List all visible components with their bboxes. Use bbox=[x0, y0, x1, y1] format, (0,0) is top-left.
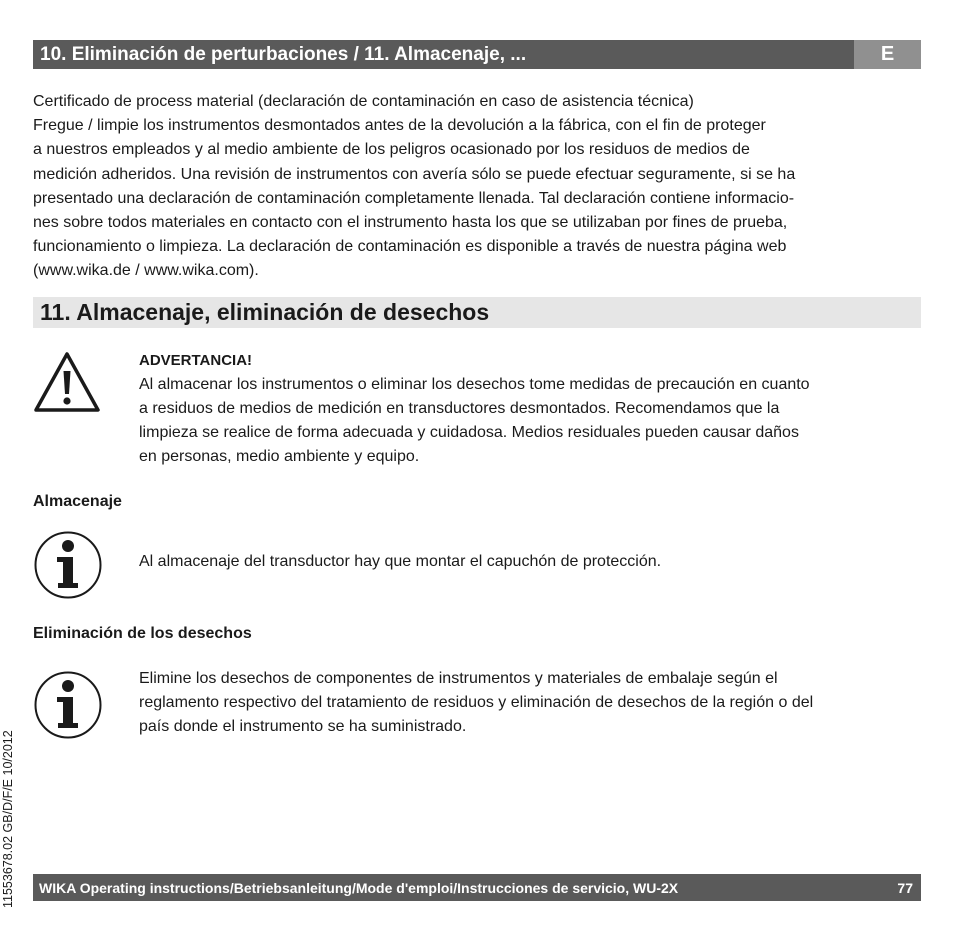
disposal-line: Elimine los desechos de componentes de instrumentos y materiales de embalaje según el bbox=[139, 670, 778, 687]
storage-text bbox=[139, 550, 929, 574]
intro-line: Certificado de process material (declaración de contaminación en caso de asistencia técnica) bbox=[33, 93, 694, 110]
intro-line: a nuestros empleados y al medio ambiente de los peligros ocasionado por los residuos de medios de bbox=[33, 141, 750, 159]
header-title: 10. Eliminación de perturbaciones / 11. Almacenaje, ... bbox=[40, 43, 527, 65]
warning-line: en personas, medio ambiente y equipo. bbox=[139, 448, 420, 465]
storage-heading: Almacenaje bbox=[33, 493, 122, 510]
warning-line: Al almacenar los instrumentos o eliminar los desechos tome medidas de precaución en cuanto bbox=[139, 376, 810, 393]
intro-line: presentado una declaración de contaminación completamente llenada. Tal declaración contiene informacio- bbox=[33, 189, 795, 207]
disposal-line: país donde el instrumento se ha suministrado. bbox=[139, 718, 467, 735]
intro-line: nes sobre todos materiales en contacto con el instrumento hasta los que se utilizaban por fines de prueba, bbox=[33, 214, 788, 232]
info-icon bbox=[33, 670, 103, 740]
info-icon bbox=[33, 530, 103, 600]
footer-text: WIKA Operating instructions/Betriebsanleitung/Mode d'emploi/Instrucciones de servicio, WU-2X bbox=[39, 879, 679, 896]
storage-line: Al almacenaje del transductor hay que montar el capuchón de protección. bbox=[139, 553, 662, 570]
page-header bbox=[33, 40, 921, 69]
warning-line: limpieza se realice de forma adecuada y cuidadosa. Medios residuales pueden causar daños bbox=[139, 424, 799, 441]
intro-line: medición adheridos. Una revisión de instrumentos con avería sólo se puede efectuar seguramente, si se ha bbox=[33, 165, 796, 183]
intro-paragraph bbox=[33, 90, 923, 284]
section-heading-bar bbox=[33, 297, 921, 328]
page-number: 77 bbox=[897, 879, 913, 896]
section-title: 11. Almacenaje, eliminación de desechos bbox=[40, 299, 490, 325]
intro-line: (www.wika.de / www.wika.com). bbox=[33, 262, 259, 280]
intro-line: funcionamiento o limpieza. La declaración de contaminación es disponible a través de nuestra página web bbox=[33, 238, 787, 256]
document-code: 11553678.02 GB/D/F/E 10/2012 bbox=[1, 730, 15, 908]
intro-line: Fregue / limpie los instrumentos desmontados antes de la devolución a la fábrica, con el fin de proteger bbox=[33, 117, 766, 135]
warning-title: ADVERTANCIA! bbox=[139, 352, 253, 369]
warning-line: a residuos de medios de medición en transductores desmontados. Recomendamos que la bbox=[139, 400, 780, 417]
disposal-line: reglamento respectivo del tratamiento de residuos y eliminación de desechos de la región o del bbox=[139, 694, 814, 711]
warning-triangle-icon bbox=[33, 351, 101, 413]
warning-block bbox=[139, 349, 929, 469]
disposal-heading: Eliminación de los desechos bbox=[33, 625, 252, 642]
disposal-text bbox=[139, 667, 929, 739]
language-marker: E bbox=[854, 40, 921, 69]
page-footer bbox=[33, 874, 921, 901]
